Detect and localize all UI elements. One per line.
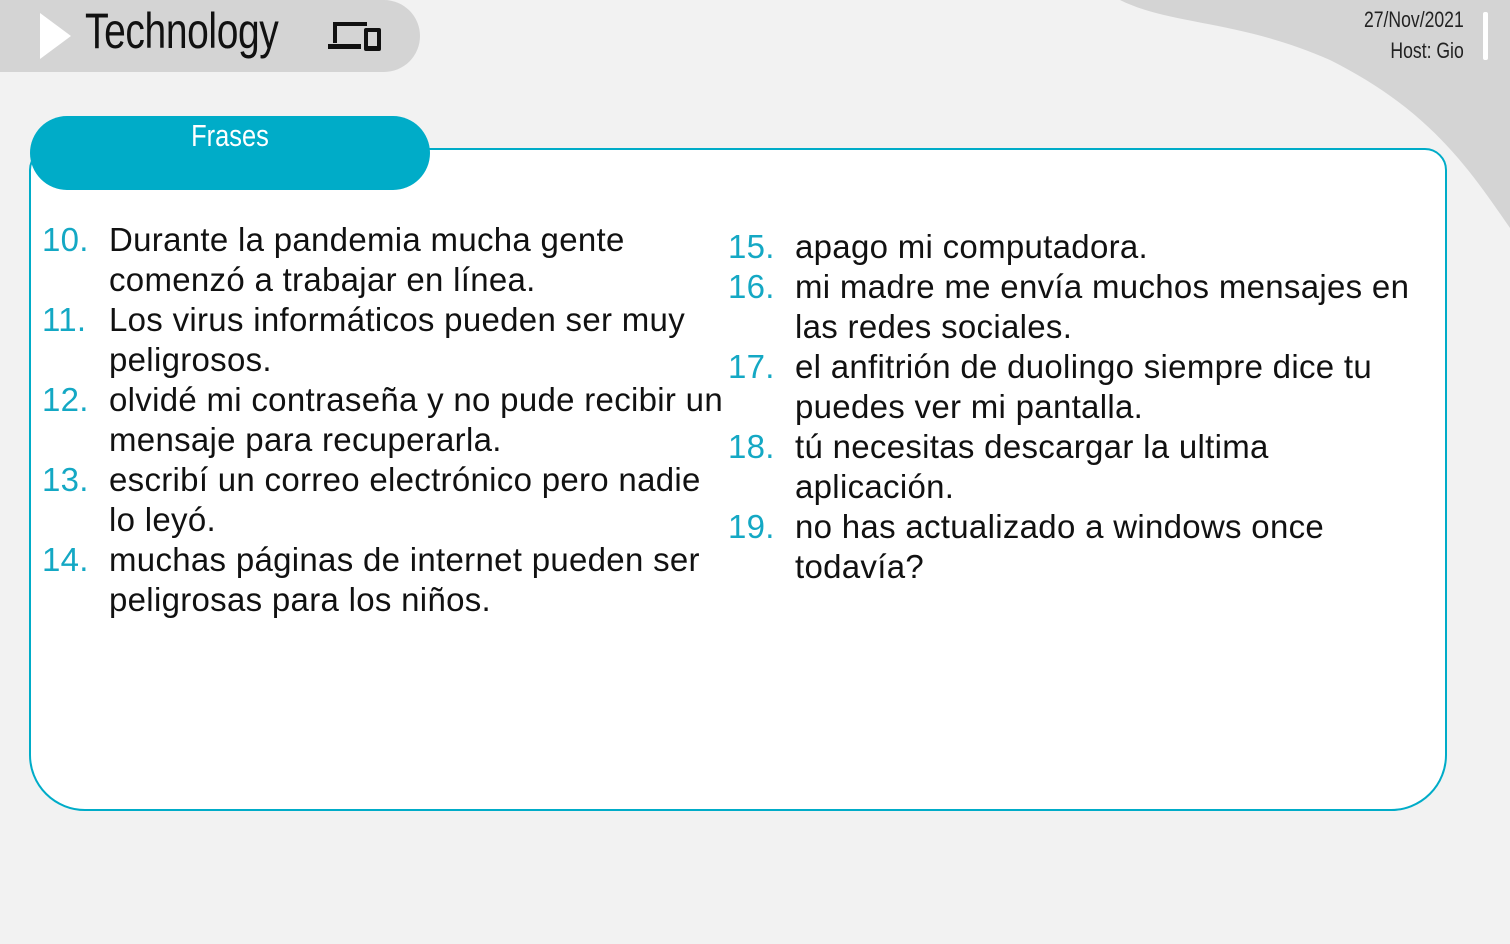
session-date: 27/Nov/2021 [1364,7,1464,32]
item-text: escribí un correo electrónico pero nadie lo leyó. [109,461,701,538]
play-icon[interactable] [40,13,71,59]
item-text: apago mi computadora. [795,228,1149,265]
phrases-list-right [728,227,1428,587]
item-text: el anfitrión de duolingo siempre dice tu puedes ver mi pantalla. [795,348,1373,425]
item-number: 12. [42,381,89,418]
item-number: 15. [728,228,775,265]
item-text: tú necesitas descargar la ultima aplicación. [795,428,1269,505]
item-text: no has actualizado a windows once todavía? [795,508,1325,585]
item-number: 19. [728,508,775,545]
item-text: muchas páginas de internet pueden ser peligrosas para los niños. [109,541,700,618]
list-item [42,220,732,300]
item-number: 13. [42,461,89,498]
header-bar [0,0,420,72]
item-number: 14. [42,541,89,578]
item-number: 18. [728,428,775,465]
item-text: olvidé mi contraseña y no pude recibir un mensaje para recuperarla. [109,381,723,458]
item-number: 11. [42,301,87,338]
devices-icon [328,18,382,52]
list-item [42,460,732,540]
list-item [728,227,1428,267]
session-host: Host: Gio [1390,38,1464,63]
tab-frases-label: Frases [191,118,269,153]
item-number: 16. [728,268,775,305]
phrases-list-left [42,220,732,620]
list-item [728,427,1428,507]
session-info [1339,4,1464,66]
item-text: mi madre me envía muchos mensajes en las redes sociales. [795,268,1410,345]
list-item [728,347,1428,427]
list-item [728,507,1428,587]
item-number: 17. [728,348,775,385]
list-item [42,300,732,380]
list-item [42,540,732,620]
tab-frases[interactable] [30,116,430,190]
item-text: Durante la pandemia mucha gente comenzó a trabajar en línea. [109,221,625,298]
item-text: Los virus informáticos pueden ser muy peligrosos. [109,301,686,378]
list-item [42,380,732,460]
meta-divider [1483,12,1488,60]
item-number: 10. [42,221,89,258]
list-item [728,267,1428,347]
page-title: Technology [85,3,279,59]
